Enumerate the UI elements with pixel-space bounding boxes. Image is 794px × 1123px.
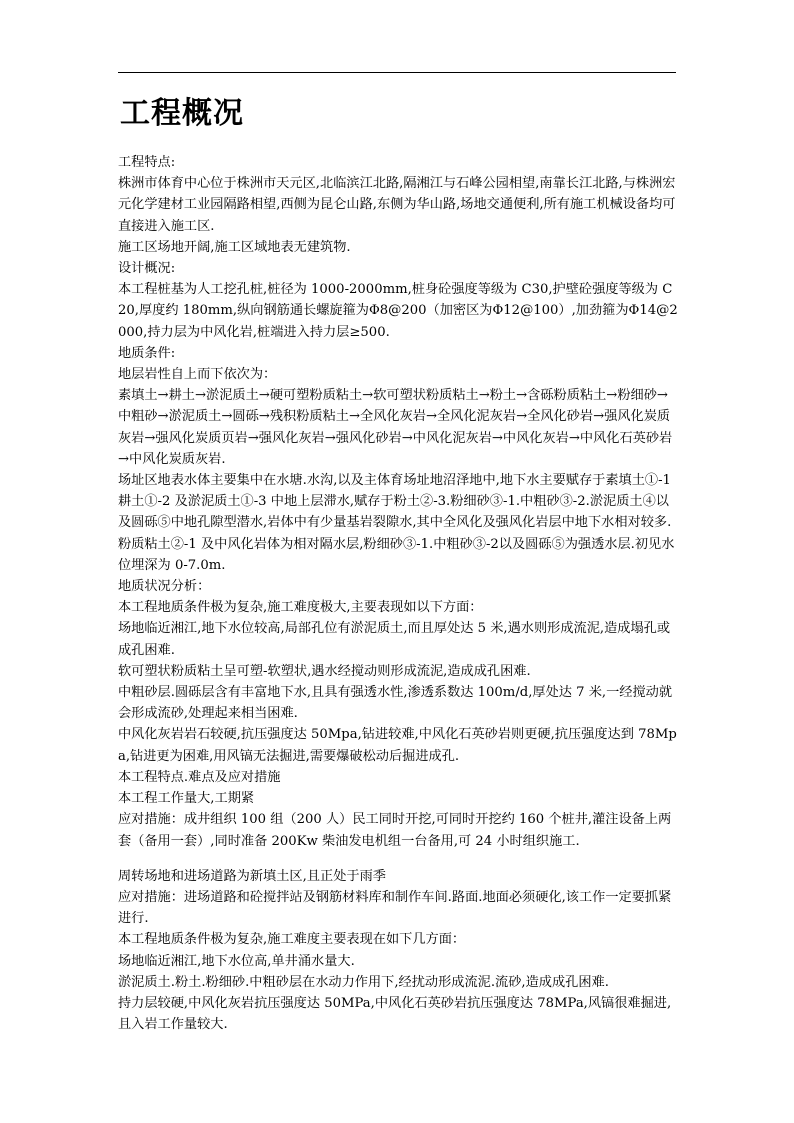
paragraph-road-measures: 应对措施：进场道路和砼搅拌站及钢筋材料库和制作车间.路面.地面必须硬化,该工作一定要抓紧进行. xyxy=(118,889,672,927)
paragraph-difficulty-intro: 本工程地质条件极为复杂,施工难度主要表现在如下几方面： xyxy=(118,932,466,948)
paragraph-bearing-layer: 持力层较硬,中风化灰岩抗压强度达 50MPa,中风化石英砂岩抗压强度达 78MPa,风镐很难掘进,且入岩工作量较大. xyxy=(118,995,672,1033)
paragraph-strata-intro: 地层岩性自上而下依次为： xyxy=(118,367,277,383)
paragraph-riverside-water: 场地临近湘江,地下水位较高,局部孔位有淤泥质土,而且厚处达 5 米,遇水则形成流泥,造成塌孔或成孔困难. xyxy=(118,621,671,658)
paragraph-workload: 本工程工作量大,工期紧 xyxy=(118,791,255,807)
header-rule xyxy=(118,72,676,73)
paragraph-geology-heading: 地质条件: xyxy=(118,345,176,361)
paragraph-groundwater: 场址区地表水体主要集中在水塘.水沟,以及主体育场址地沼泽地中,地下水主要赋存于素填土①-1 耕土①-2 及淤泥质土①-3 中地上层滞水,赋存于粉土②-3.粉细砂③-1.中粗砂③-2.淤泥质土④以及圆砾⑤中地孔隙型潜水,岩体中有少量基岩裂隙水,其中全风化及强风化岩层中地下水相对较多.粉质粘土②-1 及中风化岩体为相对隔水层,粉细砂③-1.中粗砂③-2以及圆砾⑤为强透水层.初见水位埋深为 0-7.0m. xyxy=(118,473,675,573)
paragraph-workload-measures: 应对措施：成井组织 100 组（200 人）民工同时开挖,可同时开挖约 160 个桩井,灌注设备上两套（备用一套）,同时准备 200Kw 柴油发电机组一台备用,可 24 小时组织施工. xyxy=(118,812,672,849)
paragraph-difficulty-heading: 本工程特点.难点及应对措施 xyxy=(118,769,281,785)
paragraph-design-overview-heading: 设计概况: xyxy=(118,261,176,277)
paragraph-geology-analysis-heading: 地质状况分析： xyxy=(118,579,211,595)
paragraph-hard-rock: 中风化灰岩岩石较硬,抗压强度达 50Mpa,钻进较难,中风化石英砂岩则更硬,抗压强度达到 78Mpa,钻进更为困难,用风镐无法掘进,需要爆破松动后掘进成孔. xyxy=(118,727,677,764)
paragraph-site-open: 施工区场地开阔,施工区域地表无建筑物. xyxy=(118,239,351,255)
paragraph-project-features-heading: 工程特点: xyxy=(118,155,176,170)
paragraph-site-location: 株洲市体育中心位于株洲市天元区,北临滨江北路,隔湘江与石峰公园相望,南靠长江北路,与株洲宏元化学建材工业园隔路相望,西侧为昆仑山路,东侧为华山路,场地交通便利,所有施工机械设备均可直接进入施工区. xyxy=(118,176,676,234)
paragraph-sand-gravel: 中粗砂层.圆砾层含有丰富地下水,且具有强透水性,渗透系数达 100m/d,厚处达 7 米,一经搅动就会形成流砂,处理起来相当困难. xyxy=(118,685,673,722)
document-title: 工程概况 xyxy=(120,96,244,131)
document-body xyxy=(118,152,680,1035)
paragraph-complexity-intro: 本工程地质条件极为复杂,施工难度极大,主要表现如以下方面： xyxy=(118,600,483,616)
paragraph-pile-design: 本工程桩基为人工挖孔桩,桩径为 1000-2000mm,桩身砼强度等级为 C30,护壁砼强度等级为 C20,厚度约 180mm,纵向钢筋通长螺旋箍为Φ8@200（加密区为Φ12@100）,加劲箍为Φ14@2000,持力层为中风化岩,桩端进入持力层≥500. xyxy=(118,282,678,340)
paragraph-flowing-sand: 淤泥质土.粉土.粉细砂.中粗砂层在水动力作用下,经扰动形成流泥.流砂,造成成孔困难. xyxy=(118,974,609,990)
paragraph-soft-clay: 软可塑状粉质粘土呈可塑-软塑状,遇水经搅动则形成流泥,造成成孔困难. xyxy=(118,663,531,679)
paragraph-rainy-season: 周转场地和进场道路为新填土区,且正处于雨季 xyxy=(118,868,386,884)
paragraph-high-water-table: 场地临近湘江,地下水位高,单井涌水量大. xyxy=(118,953,355,969)
paragraph-strata-sequence: 素填土→耕土→淤泥质土→硬可塑粉质粘土→软可塑状粉质粘土→粉土→含砾粉质粘土→粉细砂→中粗砂→淤泥质土→圆砾→残积粉质粘土→全风化灰岩→全风化泥灰岩→全风化砂岩→强风化炭质灰岩→强风化炭质页岩→强风化灰岩→强风化砂岩→中风化泥灰岩→中风化灰岩→中风化石英砂岩→中风化炭质灰岩. xyxy=(118,388,673,467)
